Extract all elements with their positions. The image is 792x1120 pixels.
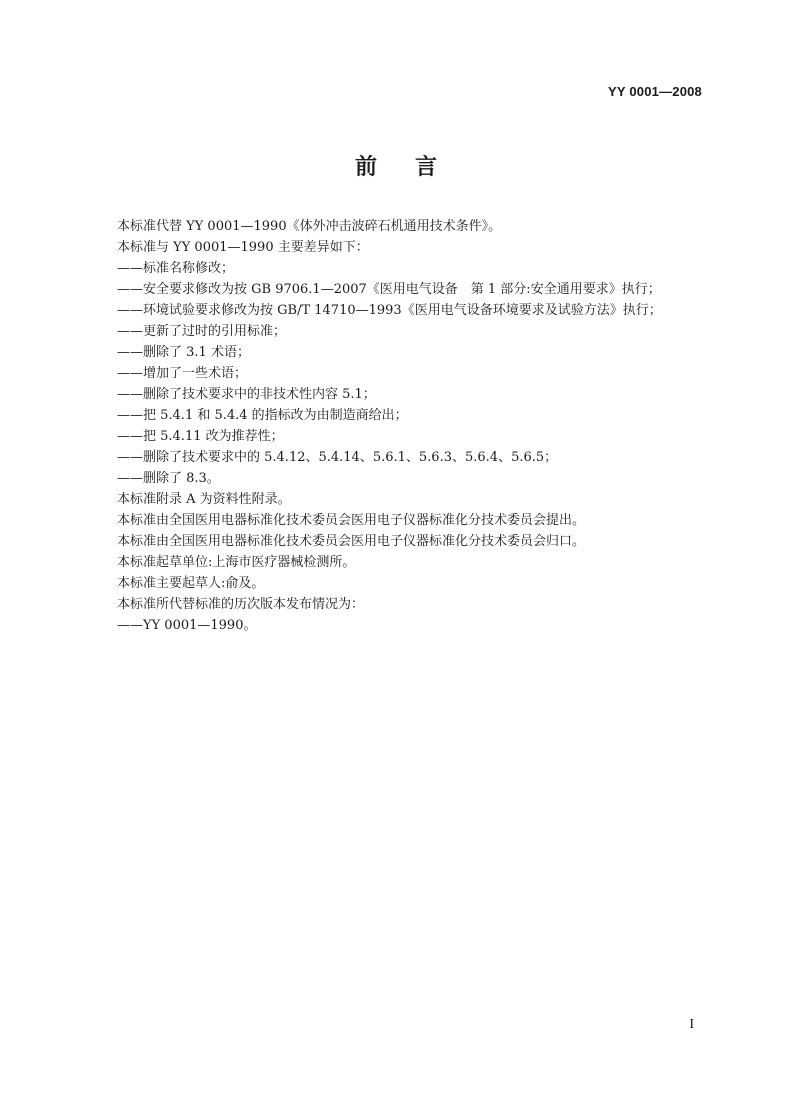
foreword-body [117, 216, 707, 636]
text-line: 本标准所代替标准的历次版本发布情况为： [117, 597, 365, 612]
text-line: 本标准附录 A 为资料性附录。 [117, 492, 291, 507]
list-item: ——删除了技术要求中的非技术性内容 5.1； [117, 387, 376, 402]
list-item: ——更新了过时的引用标准； [117, 324, 287, 339]
list-item: ——环境试验要求修改为按 GB/T 14710—1993《医用电气设备环境要求及试验方法》执行； [117, 303, 662, 318]
list-item: ——YY 0001—1990。 [117, 618, 257, 633]
text-line: 本标准由全国医用电器标准化技术委员会医用电子仪器标准化分技术委员会归口。 [117, 534, 586, 549]
list-item: ——删除了 8.3。 [117, 471, 220, 486]
list-item: ——删除了技术要求中的 5.4.12、5.4.14、5.6.1、5.6.3、5.6.4、5.6.5； [117, 450, 558, 465]
page-number: I [689, 1017, 694, 1032]
list-item: ——标准名称修改； [117, 261, 235, 276]
list-item: ——增加了一些术语； [117, 366, 248, 381]
document-code: YY 0001—2008 [608, 84, 702, 99]
page-title: 前言 [354, 155, 475, 180]
text-line: 本标准由全国医用电器标准化技术委员会医用电子仪器标准化分技术委员会提出。 [117, 513, 586, 528]
list-item: ——安全要求修改为按 GB 9706.1—2007《医用电气设备 第 1 部分:安全通用要求》执行； [117, 282, 661, 297]
text-line: 本标准起草单位:上海市医疗器械检测所。 [117, 555, 356, 570]
list-item: ——删除了 3.1 术语； [117, 345, 250, 360]
list-item: ——把 5.4.11 改为推荐性； [117, 429, 284, 444]
text-line: 本标准代替 YY 0001—1990《体外冲击波碎石机通用技术条件》。 [117, 219, 502, 234]
text-line: 本标准与 YY 0001—1990 主要差异如下： [117, 240, 369, 255]
list-item: ——把 5.4.1 和 5.4.4 的指标改为由制造商给出； [117, 408, 408, 423]
text-line: 本标准主要起草人:俞及。 [117, 576, 265, 591]
